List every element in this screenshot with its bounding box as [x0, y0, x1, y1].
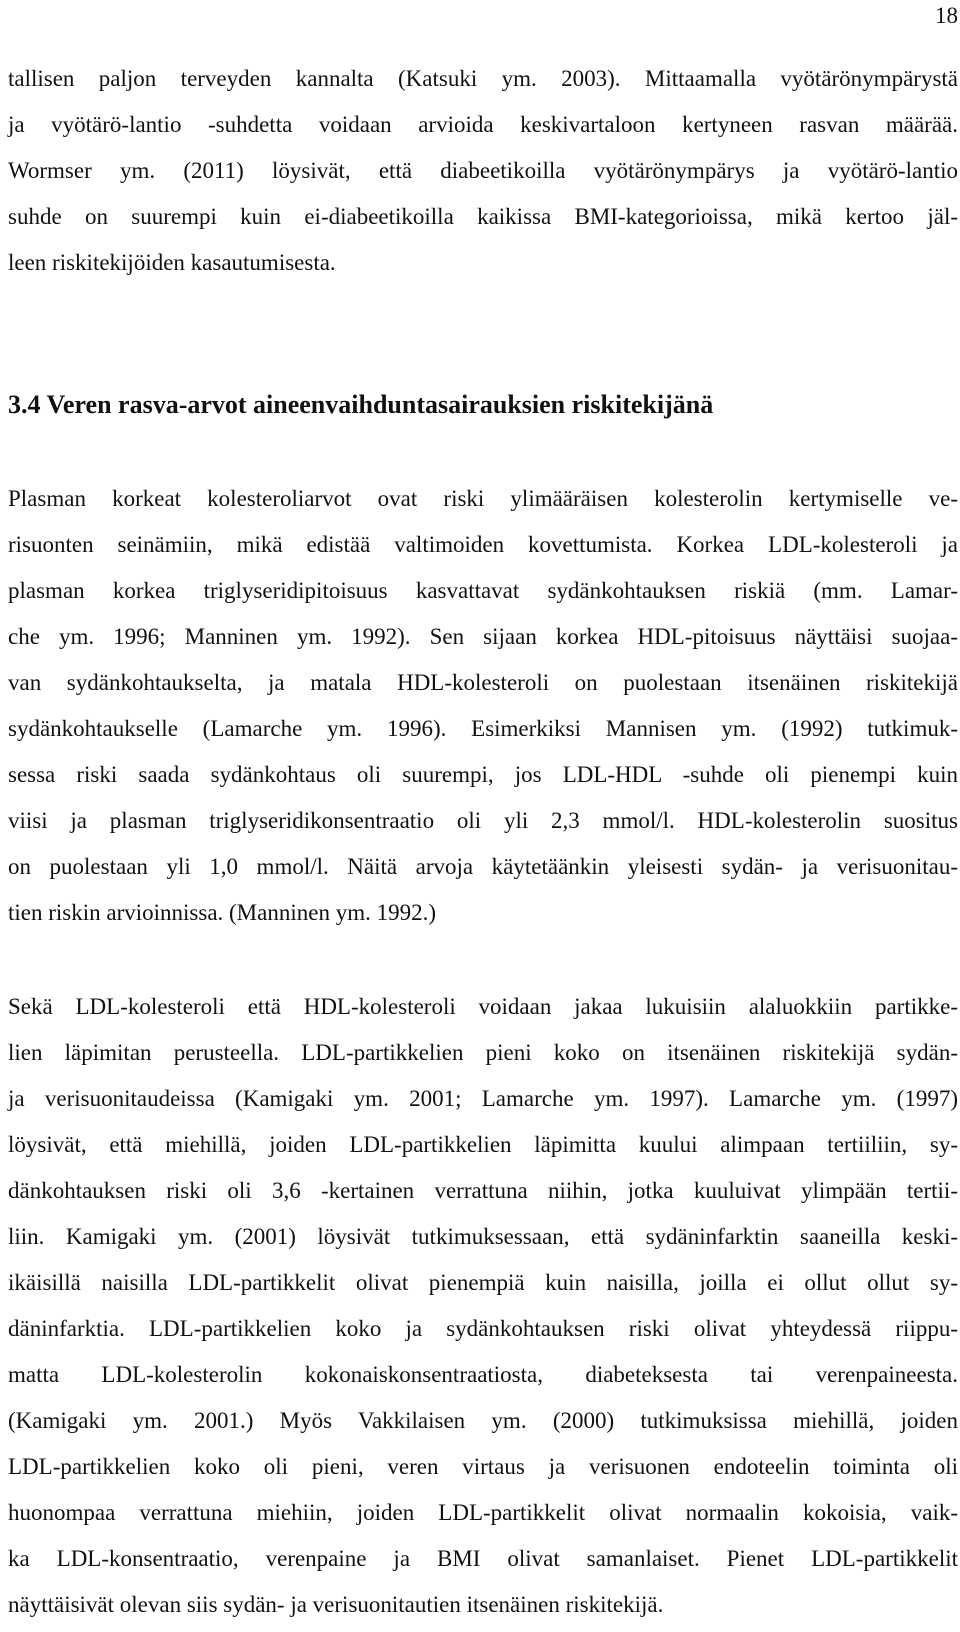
text-line: che ym. 1996; Manninen ym. 1992). Sen sijaan korkea HDL-pitoisuus näyttäisi suojaa-	[8, 624, 958, 649]
paragraph-ldl-particles	[8, 984, 958, 1628]
text-line: tallisen paljon terveyden kannalta (Katsuki ym. 2003). Mittaamalla vyötärönympärystä	[8, 66, 958, 91]
page-number: 18	[935, 3, 958, 28]
text-line: Sekä LDL-kolesteroli että HDL-kolesteroli voidaan jakaa lukuisiin alaluokkiin partikke-	[8, 994, 958, 1019]
spacer	[8, 428, 958, 476]
text-line: ikäisillä naisilla LDL-partikkelit olivat pienempiä kuin naisilla, joilla ei ollut ollut sy-	[8, 1270, 958, 1295]
text-line: matta LDL-kolesterolin kokonaiskonsentraatiosta, diabeteksesta tai verenpaineesta.	[8, 1362, 958, 1387]
text-line: löysivät, että miehillä, joiden LDL-partikkelien läpimitta kuului alimpaan tertiiliin, sy-	[8, 1132, 958, 1157]
spacer	[8, 936, 958, 984]
text-line: on puolestaan yli 1,0 mmol/l. Näitä arvoja käytetäänkin yleisesti sydän- ja verisuonitau-	[8, 854, 958, 879]
text-line: ja verisuonitaudeissa (Kamigaki ym. 2001; Lamarche ym. 1997). Lamarche ym. (1997)	[8, 1086, 958, 1111]
paragraph-cholesterol-risk	[8, 476, 958, 936]
intro-paragraph	[8, 56, 958, 286]
text-line: sydänkohtaukselle (Lamarche ym. 1996). Esimerkiksi Mannisen ym. (1992) tutkimuk-	[8, 716, 958, 741]
text-line: tien riskin arvioinnissa. (Manninen ym. 1992.)	[8, 900, 436, 925]
text-line: ja vyötärö-lantio -suhdetta voidaan arvioida keskivartaloon kertyneen rasvan määrää.	[8, 112, 958, 137]
text-line: ka LDL-konsentraatio, verenpaine ja BMI olivat samanlaiset. Pienet LDL-partikkelit	[8, 1546, 958, 1571]
spacer	[8, 286, 958, 382]
text-line: risuonten seinämiin, mikä edistää valtimoiden kovettumista. Korkea LDL-kolesteroli ja	[8, 532, 958, 557]
text-line: huonompaa verrattuna miehiin, joiden LDL-partikkelit olivat normaalin kokoisia, vaik-	[8, 1500, 958, 1525]
text-line: suhde on suurempi kuin ei-diabeetikoilla kaikissa BMI-kategorioissa, mikä kertoo jäl-	[8, 204, 958, 229]
text-line: dänkohtauksen riski oli 3,6 -kertainen verrattuna niihin, jotka kuuluivat ylimpään tertii-	[8, 1178, 958, 1203]
text-line: liin. Kamigaki ym. (2001) löysivät tutkimuksessaan, että sydäninfarktin saaneilla keski-	[8, 1224, 958, 1249]
text-line: näyttäisivät olevan siis sydän- ja verisuonitautien itsenäinen riskitekijä.	[8, 1592, 664, 1617]
text-line: Wormser ym. (2011) löysivät, että diabeetikoilla vyötärönympärys ja vyötärö-lantio	[8, 158, 958, 183]
text-line: LDL-partikkelien koko oli pieni, veren virtaus ja verisuonen endoteelin toiminta oli	[8, 1454, 958, 1479]
text-line: lien läpimitan perusteella. LDL-partikkelien pieni koko on itsenäinen riskitekijä sydän-	[8, 1040, 958, 1065]
text-line: van sydänkohtaukselta, ja matala HDL-kolesteroli on puolestaan itsenäinen riskitekijä	[8, 670, 958, 695]
text-line: (Kamigaki ym. 2001.) Myös Vakkilaisen ym. (2000) tutkimuksissa miehillä, joiden	[8, 1408, 958, 1433]
document-body	[8, 56, 958, 1628]
text-line: leen riskitekijöiden kasautumisesta.	[8, 250, 336, 275]
text-line: däninfarktia. LDL-partikkelien koko ja sydänkohtauksen riski olivat yhteydessä riippu-	[8, 1316, 958, 1341]
text-line: sessa riski saada sydänkohtaus oli suurempi, jos LDL-HDL -suhde oli pienempi kuin	[8, 762, 958, 787]
text-line: plasman korkea triglyseridipitoisuus kasvattavat sydänkohtauksen riskiä (mm. Lamar-	[8, 578, 958, 603]
text-line: viisi ja plasman triglyseridikonsentraatio oli yli 2,3 mmol/l. HDL-kolesterolin suositus	[8, 808, 958, 833]
section-heading: 3.4 Veren rasva-arvot aineenvaihduntasairauksien riskitekijänä	[8, 390, 714, 419]
text-line: Plasman korkeat kolesteroliarvot ovat riski ylimääräisen kolesterolin kertymiselle ve-	[8, 486, 958, 511]
